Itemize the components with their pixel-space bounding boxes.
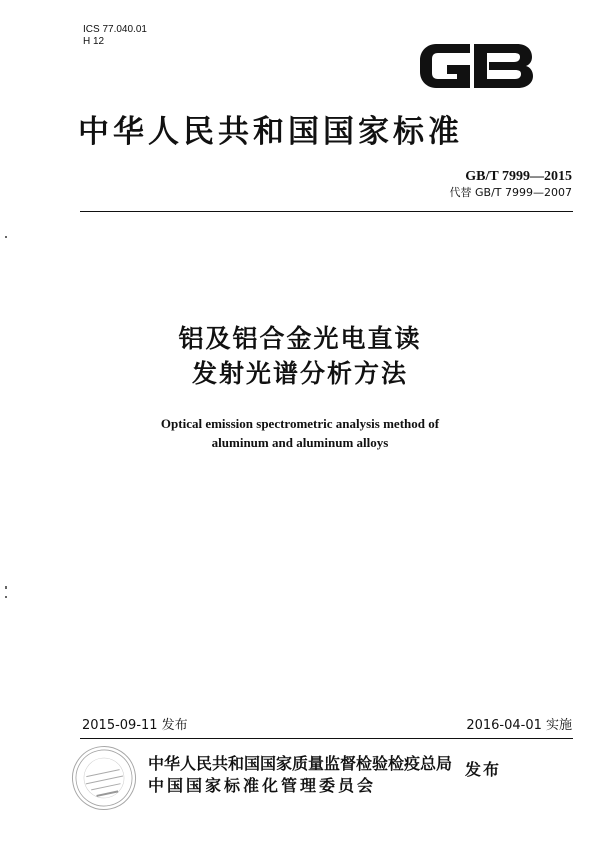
- chinese-title-line-2: 发射光谱分析方法: [191, 359, 408, 388]
- replaces-standard: 代替 GB/T 7999—2007: [449, 186, 572, 199]
- ccs-code: H 12: [83, 36, 105, 47]
- english-title: [0, 414, 600, 452]
- issuing-authorities: [148, 752, 458, 797]
- scan-speck: [5, 236, 7, 238]
- issuer-line-1: 中华人民共和国国家质量监督检验检疫总局: [148, 754, 453, 773]
- header-divider: [80, 211, 573, 212]
- issuer-line-2: 中国国家标准化管理委员会: [148, 776, 377, 795]
- english-title-line-2: aluminum and aluminum alloys: [211, 435, 389, 450]
- publish-label: 发布: [465, 760, 502, 779]
- chinese-title: [0, 321, 600, 391]
- footer-divider: [80, 738, 573, 739]
- classification-codes: [83, 24, 147, 48]
- implementation-date: 2016-04-01 实施: [466, 718, 572, 733]
- chinese-title-line-1: 铝及铝合金光电直读: [178, 324, 422, 353]
- scan-speck: [5, 596, 7, 598]
- standard-number: GB/T 7999—2015: [465, 169, 572, 184]
- scan-speck: [5, 586, 7, 589]
- national-standard-heading: 中华人民共和国国家标准: [78, 114, 463, 150]
- seal-stamp: [66, 740, 142, 816]
- ics-code: ICS 77.040.01: [83, 24, 147, 35]
- gb-logo: [414, 36, 538, 96]
- issue-date: 2015-09-11 发布: [82, 718, 188, 733]
- english-title-line-1: Optical emission spectrometric analysis method of: [160, 416, 440, 431]
